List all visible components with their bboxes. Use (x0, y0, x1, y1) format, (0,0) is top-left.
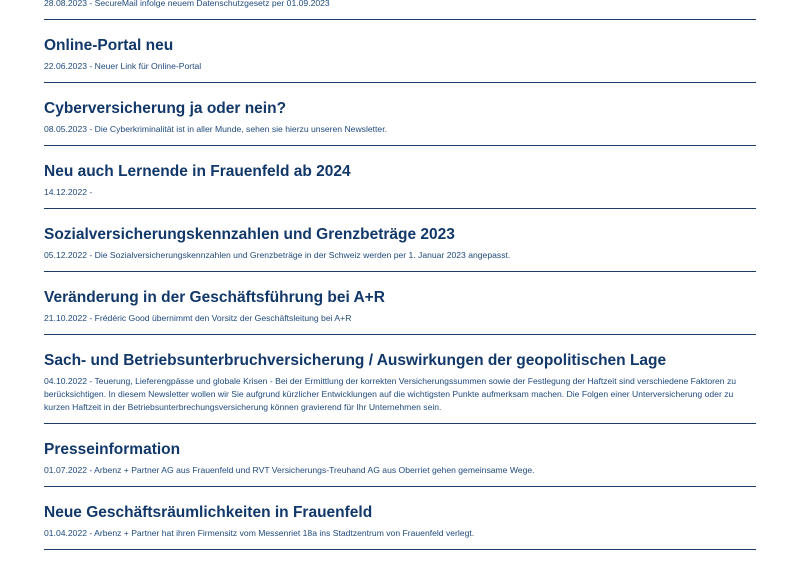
news-item (44, 503, 756, 550)
news-item (44, 440, 756, 487)
news-list (44, 0, 756, 566)
news-item (44, 351, 756, 424)
news-summary: 14.12.2022 - (44, 187, 93, 197)
news-summary: 28.08.2023 - SecureMail infolge neuem Datenschutzgesetz per 01.09.2023 (44, 0, 330, 8)
news-title-link[interactable]: Sach- und Betriebsunterbruchversicherung / Auswirkungen der geopolitischen Lage (44, 352, 667, 369)
news-summary: 01.04.2022 - Arbenz + Partner hat ihren Firmensitz vom Messenriet 18a ins Stadtzentrum von Frauenfeld verlegt. (44, 528, 475, 538)
news-summary: 08.05.2023 - Die Cyberkriminalität ist in aller Munde, sehen sie hierzu unseren Newsletter. (44, 124, 387, 134)
news-title-link[interactable]: Cyberversicherung ja oder nein? (44, 100, 287, 117)
news-summary: 21.10.2022 - Frédéric Good übernimmt den Vorsitz der Geschäftsleitung bei A+R (44, 313, 352, 323)
news-title-link[interactable]: Sozialversicherungskennzahlen und Grenzbeträge 2023 (44, 226, 455, 243)
news-summary: 22.06.2023 - Neuer Link für Online-Portal (44, 61, 202, 71)
news-item (44, 162, 756, 209)
news-summary: 01.07.2022 - Arbenz + Partner AG aus Frauenfeld und RVT Versicherungs-Treuhand AG aus Oberriet gehen gemeinsame Wege. (44, 465, 535, 475)
news-title-link[interactable]: Neue Geschäftsräumlichkeiten in Frauenfeld (44, 504, 373, 521)
news-item (44, 99, 756, 146)
news-item (44, 36, 756, 83)
news-summary: 04.10.2022 - Teuerung, Lieferengpässe und globale Krisen - Bei der Ermittlung der korrekten Versicherungssummen sowie der Festlegung der Haftzeit sind verschiedene Faktoren zu berücksichtigen. In diesem Newsletter wollen wir Sie aufgrund kürzlicher Entwicklungen auf die wichtigsten Punkte aufmerksam machen. Die Folgen einer Unterversicherung oder zu kurzen Haftzeit in der Betriebsunterbrechungsversicherung können gravierend für Ihr Unternehmen sein. (44, 376, 737, 412)
news-item (44, 288, 756, 335)
news-title-link[interactable]: Presseinformation (44, 441, 181, 458)
news-title-link[interactable]: Veränderung in der Geschäftsführung bei A+R (44, 289, 385, 306)
news-title-link[interactable]: Online-Portal neu (44, 37, 174, 54)
news-summary: 05.12.2022 - Die Sozialversicherungskennzahlen und Grenzbeträge in der Schweiz werden per 1. Januar 2023 angepasst. (44, 250, 511, 260)
news-item (44, 0, 756, 20)
news-item (44, 225, 756, 272)
news-title-link[interactable]: Neu auch Lernende in Frauenfeld ab 2024 (44, 163, 351, 180)
